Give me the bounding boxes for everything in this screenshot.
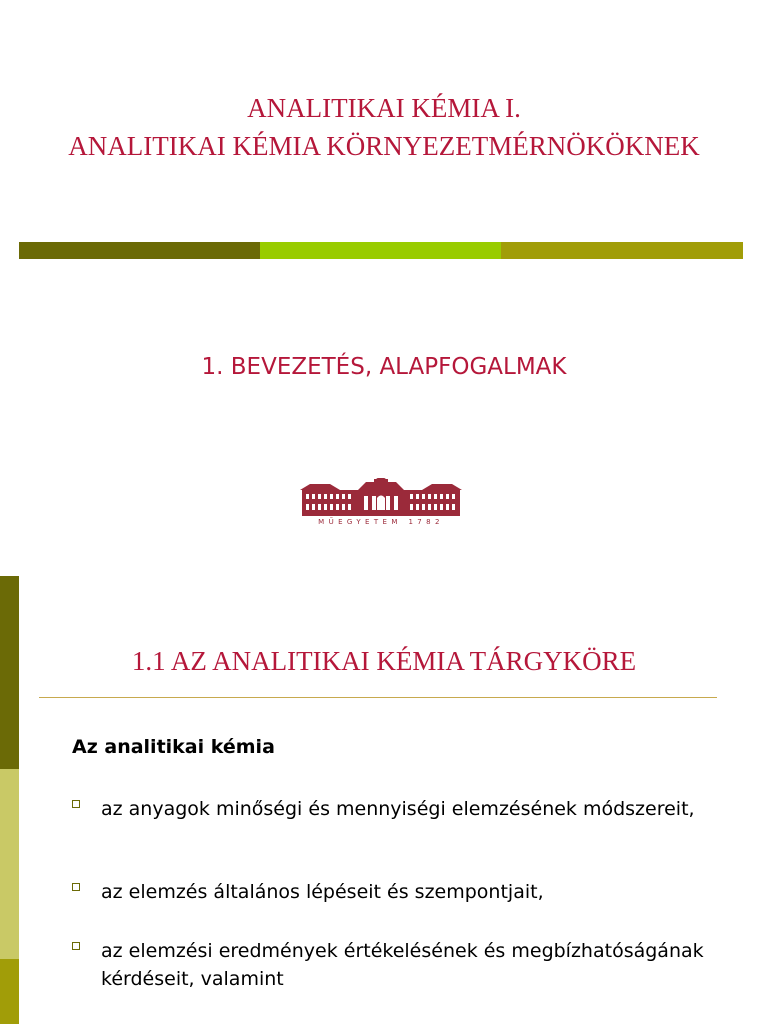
slide-title-line2: ANALITIKAI KÉMIA KÖRNYEZETMÉRNÖKÖKNEK [68,131,700,161]
decor-bar-dark [19,242,260,259]
slide-2 [0,576,768,1024]
list-item-text: az anyagok minőségi és mennyiségi elemzésének módszereit, [101,798,695,820]
slide-title: 1.1 AZ ANALITIKAI KÉMIA TÁRGYKÖRE [131,646,637,676]
slide-subtitle: 1. BEVEZETÉS, ALAPFOGALMAK [201,354,567,380]
logo-caption: MŰEGYETEM 1782 [318,518,444,526]
square-bullet-icon [72,942,80,950]
side-stripe-olive [0,959,19,1024]
list-item-text: az elemzési eredmények értékelésének és megbízhatóságának kérdéseit, valamint [101,940,704,990]
decor-bar-olive [501,242,743,259]
list-item [72,878,712,906]
list-item [72,795,712,823]
title-rule [39,697,717,698]
decor-bar-lime [260,242,501,259]
square-bullet-icon [72,800,80,808]
list-item [72,937,712,993]
side-stripe-light [0,769,19,959]
square-bullet-icon [72,883,80,891]
section-heading: Az analitikai kémia [72,736,275,758]
slide-title-line1: ANALITIKAI KÉMIA I. [247,93,521,123]
list-item-text: az elemzés általános lépéseit és szempontjait, [101,881,544,903]
